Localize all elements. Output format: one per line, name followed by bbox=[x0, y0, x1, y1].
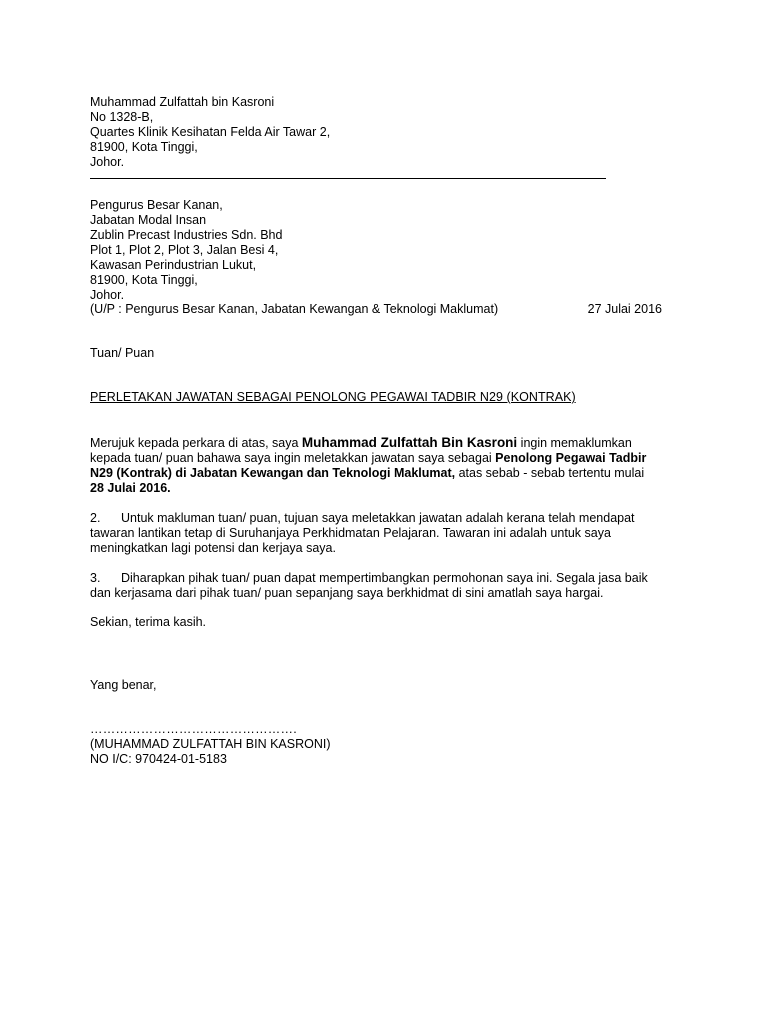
paragraph-number: 2. bbox=[90, 511, 101, 525]
recipient-address-line: Johor. bbox=[90, 288, 125, 302]
signoff bbox=[90, 678, 157, 693]
recipient-address-line: Kawasan Perindustrian Lukut, bbox=[90, 258, 257, 272]
paragraph-3 bbox=[90, 571, 650, 601]
sender-name: Muhammad Zulfattah bin Kasroni bbox=[90, 95, 275, 109]
salutation bbox=[90, 346, 154, 361]
attention-text: (U/P : Pengurus Besar Kanan, Jabatan Kewangan & Teknologi Maklumat) bbox=[90, 302, 499, 316]
recipient-address-line: Zublin Precast Industries Sdn. Bhd bbox=[90, 228, 283, 242]
sender-address bbox=[90, 95, 330, 170]
paragraph-1-text: ingin memaklumkan kepada tuan/ puan bahawa saya ingin meletakkan jawatan saya sebagai bbox=[90, 436, 632, 465]
closing-text: Sekian, terima kasih. bbox=[90, 615, 207, 629]
signature-line: …………………………………………. bbox=[90, 722, 297, 736]
signatory bbox=[90, 737, 331, 767]
paragraph-2-text: Untuk makluman tuan/ puan, tujuan saya meletakkan jawatan adalah kerana telah mendapat tawaran lantikan tetap di Suruhanjaya Perkhidmatan Pelajaran. Tawaran ini adalah untuk saya meningkatkan lagi potensi dan kerjaya saya. bbox=[90, 511, 635, 555]
attention-line bbox=[90, 302, 662, 317]
sender-address-line: No 1328-B, bbox=[90, 110, 154, 124]
paragraph-1 bbox=[90, 435, 650, 496]
recipient-address-line: 81900, Kota Tinggi, bbox=[90, 273, 198, 287]
paragraph-1-text: atas sebab - sebab tertentu mulai bbox=[455, 466, 645, 480]
position-title-bold: Penolong Pegawai Tadbir N29 (Kontrak) di Jabatan Kewangan dan Teknologi Maklumat, bbox=[90, 451, 647, 480]
paragraph-2 bbox=[90, 511, 650, 556]
paragraph-1-text: Merujuk kepada perkara di atas, saya bbox=[90, 436, 302, 450]
sender-address-line: Johor. bbox=[90, 155, 125, 169]
recipient-address-line: Jabatan Modal Insan bbox=[90, 213, 207, 227]
sender-address-line: 81900, Kota Tinggi, bbox=[90, 140, 198, 154]
letter-date: 27 Julai 2016 bbox=[587, 302, 662, 316]
signatory-name: (MUHAMMAD ZULFATTAH BIN KASRONI) bbox=[90, 737, 331, 751]
signoff-text: Yang benar, bbox=[90, 678, 157, 692]
ic-number: NO I/C: 970424-01-5183 bbox=[90, 752, 227, 766]
recipient-address bbox=[90, 198, 282, 303]
paragraph-number: 3. bbox=[90, 571, 101, 585]
effective-date-bold: 28 Julai 2016. bbox=[90, 481, 171, 495]
closing bbox=[90, 615, 206, 630]
sender-name-bold: Muhammad Zulfattah Bin Kasroni bbox=[301, 435, 518, 450]
header-divider bbox=[90, 178, 606, 179]
salutation-text: Tuan/ Puan bbox=[90, 346, 155, 360]
recipient-title: Pengurus Besar Kanan, bbox=[90, 198, 223, 212]
letter-subject: PERLETAKAN JAWATAN SEBAGAI PENOLONG PEGAWAI TADBIR N29 (KONTRAK) bbox=[90, 390, 576, 404]
sender-address-line: Quartes Klinik Kesihatan Felda Air Tawar 2, bbox=[90, 125, 331, 139]
recipient-address-line: Plot 1, Plot 2, Plot 3, Jalan Besi 4, bbox=[90, 243, 279, 257]
paragraph-3-text: Diharapkan pihak tuan/ puan dapat mempertimbangkan permohonan saya ini. Segala jasa baik dan kerjasama dari pihak tuan/ puan sepanjang saya berkhidmat di sini amatlah saya hargai. bbox=[90, 571, 648, 600]
